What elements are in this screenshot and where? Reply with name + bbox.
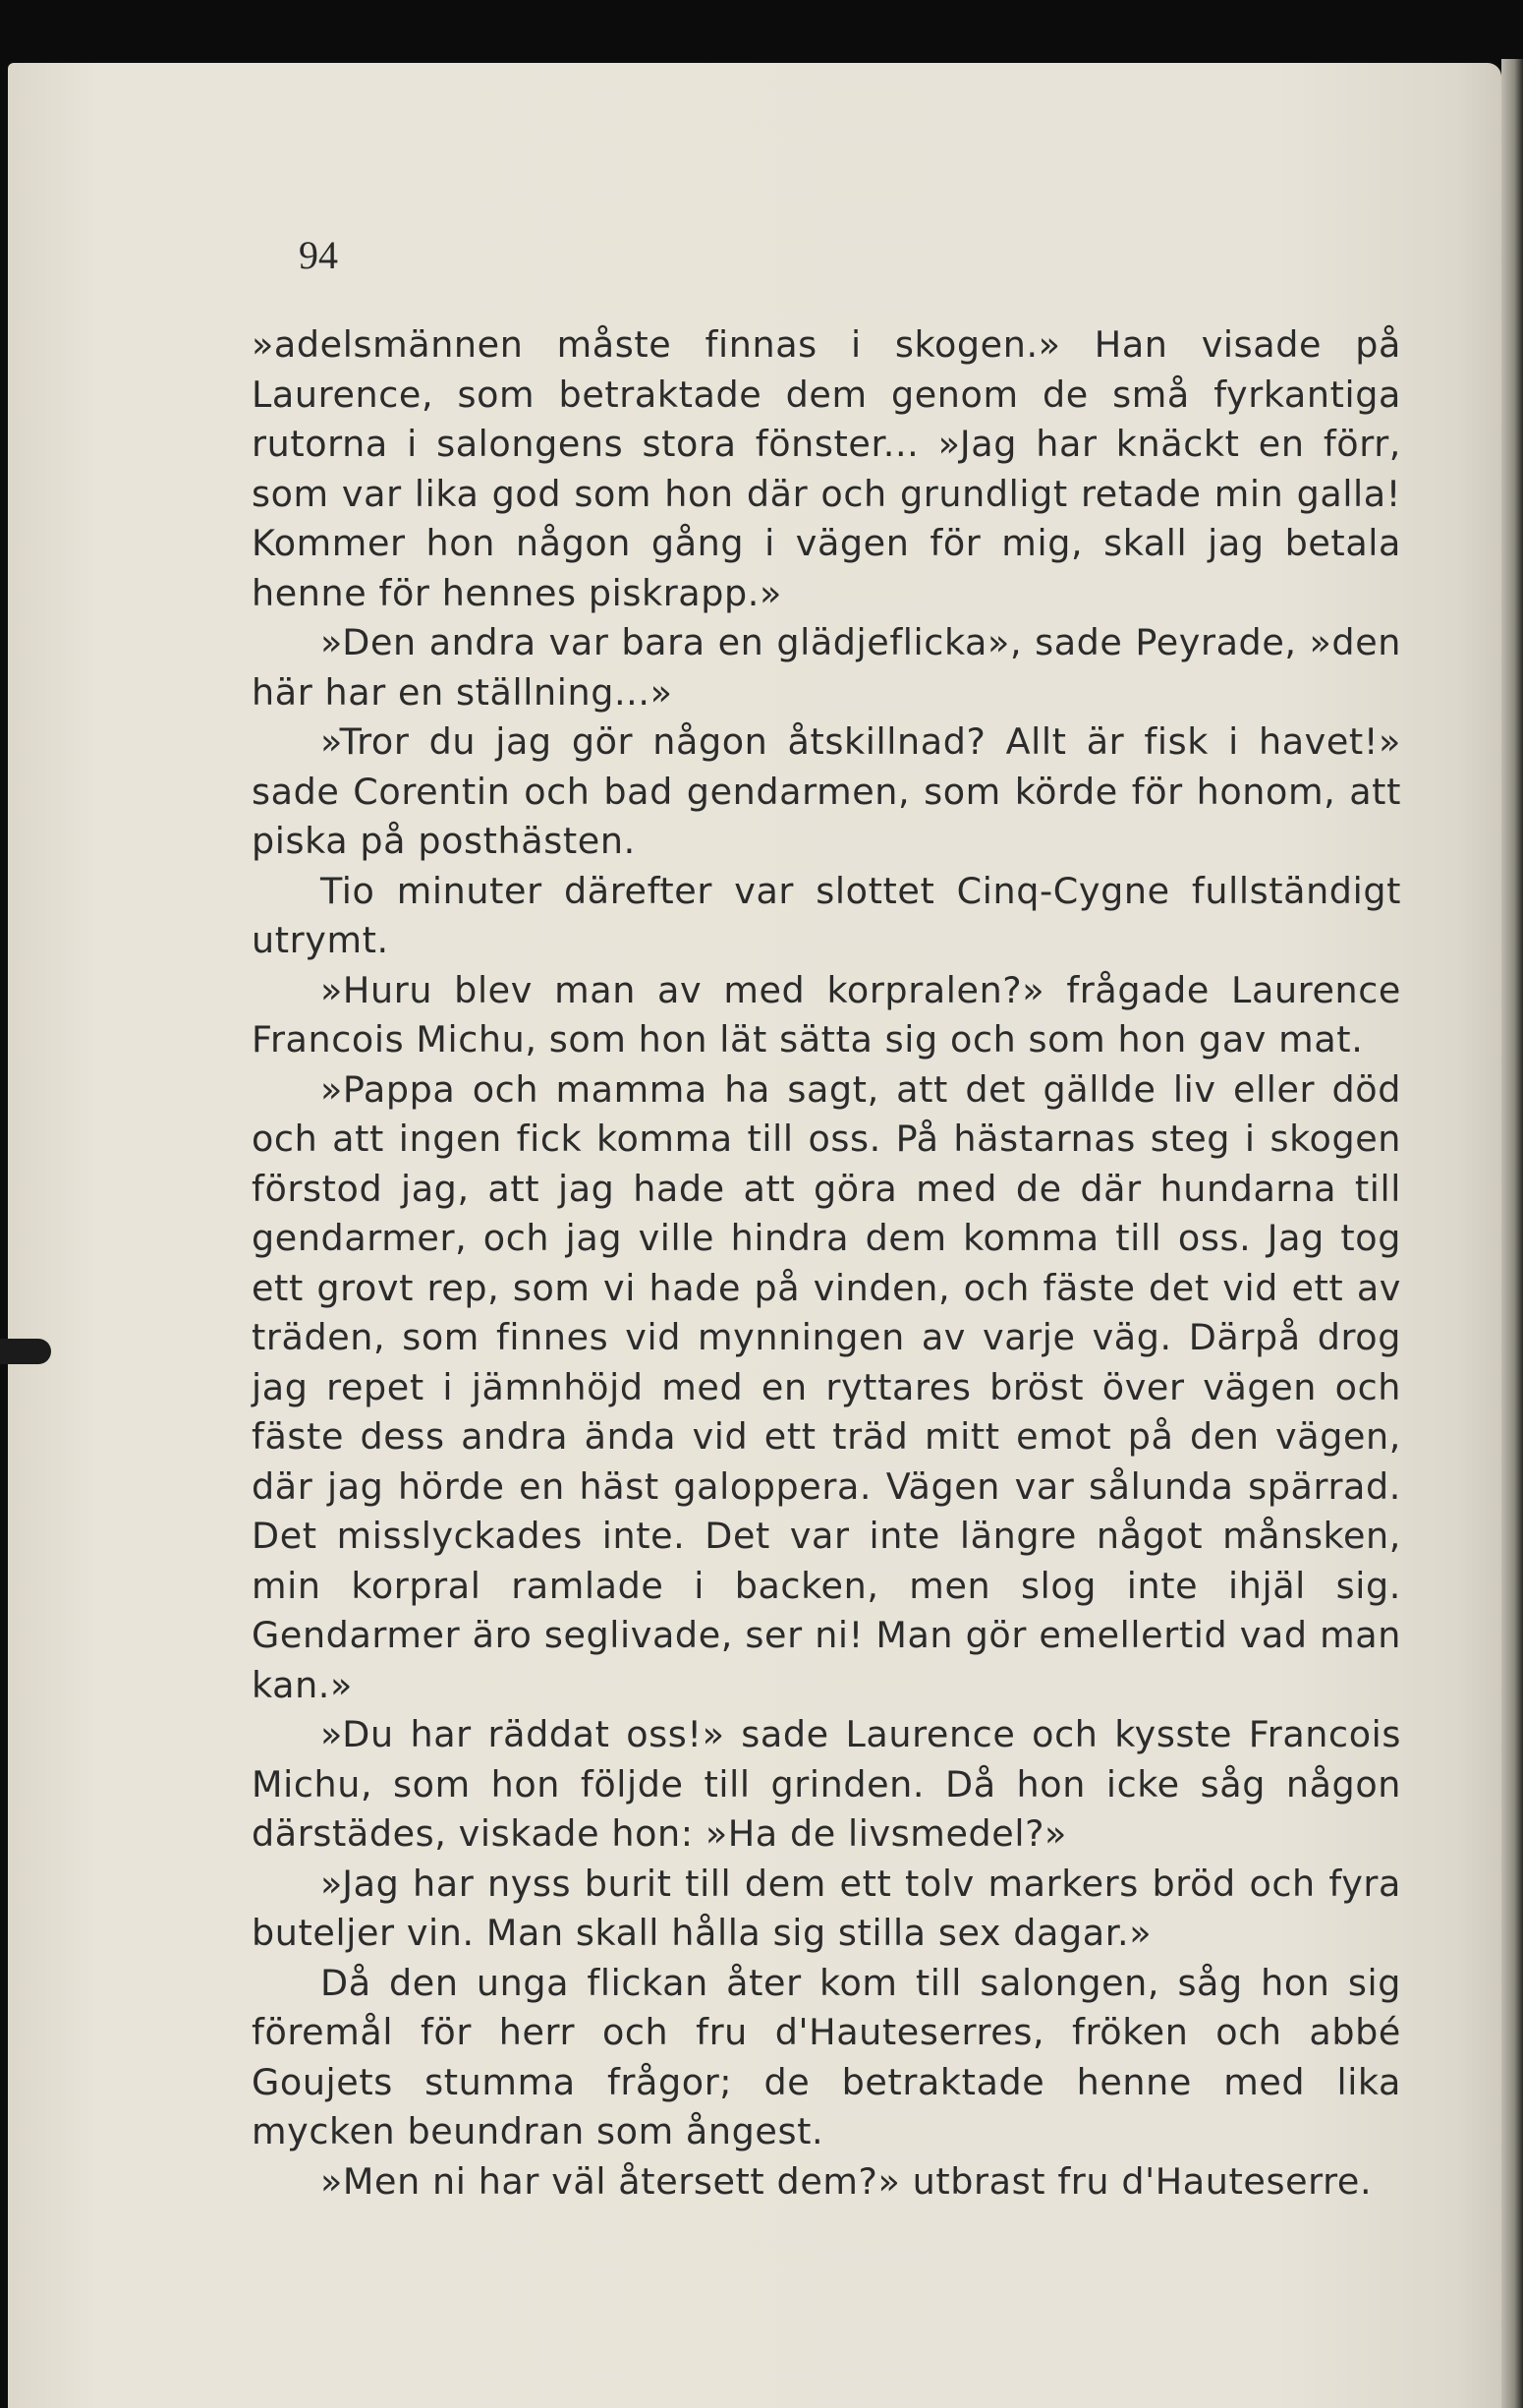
paragraph: »Du har räddat oss!» sade Laurence och kysste Francois Michu, som hon följde till grinden. Då hon icke såg någon därstädes, viskade hon: »Ha de livsmedel?» — [252, 1713, 1401, 1855]
page-edge-shadow — [1501, 59, 1523, 2408]
paragraph: »adelsmännen måste finnas i skogen.» Han visade på Laurence, som betraktade dem genom de små fyrkantiga rutorna i salongens stora fönster... »Jag har knäckt en förr, som var lika god som hon där och grundligt retade min galla! Kommer hon någon gång i vägen för mig, skall jag betala henne för hennes piskrapp.» — [252, 323, 1401, 614]
paragraph: »Den andra var bara en glädjeflicka», sade Peyrade, »den här har en ställning...» — [252, 621, 1401, 714]
body-text — [252, 320, 1401, 2207]
paragraph: »Men ni har väl återsett dem?» utbrast fru d'Hauteserre. — [320, 2159, 1373, 2203]
paragraph: Tio minuter därefter var slottet Cinq-Cygne fullständigt utrymt. — [252, 869, 1401, 961]
binding-clip — [0, 1339, 51, 1364]
paragraph: »Pappa och mamma ha sagt, att det gällde liv eller död och att ingen fick komma till oss. På hästarnas steg i skogen förstod jag, att jag hade att göra med de där hundarna till gendarmer, och jag ville hindra dem komma till oss. Jag tog ett grovt rep, som vi hade på vinden, och fäste det vid ett av träden, som finnes vid mynningen av varje väg. Därpå drog jag repet i jämnhöjd med en ryttares bröst över vägen och fäste dess andra ända vid ett träd mitt emot på den vägen, där jag hörde en häst galoppera. Vägen var sålunda spärrad. Det misslyckades inte. Det var inte längre något månsken, min korpral ramlade i backen, men slog inte ihjäl sig. Gendarmer äro seglivade, ser ni! Man gör emellertid vad man kan.» — [252, 1067, 1401, 1706]
page-number: 94 — [299, 233, 338, 277]
paragraph: »Tror du jag gör någon åtskillnad? Allt är fisk i havet!» sade Corentin och bad gendarmen, som körde för honom, att piska på posthästen. — [252, 720, 1401, 862]
paragraph: Då den unga flickan åter kom till salongen, såg hon sig föremål för herr och fru d'Hauteserres, fröken och abbé Goujets stumma frågor; de betraktade henne med lika mycken beundran som ångest. — [252, 1961, 1401, 2152]
paragraph: »Jag har nyss burit till dem ett tolv markers bröd och fyra buteljer vin. Man skall hålla sig stilla sex dagar.» — [252, 1862, 1401, 1954]
paragraph: »Huru blev man av med korpralen?» frågade Laurence Francois Michu, som hon lät sätta sig och som hon gav mat. — [252, 968, 1401, 1061]
paper-page — [8, 63, 1501, 2408]
